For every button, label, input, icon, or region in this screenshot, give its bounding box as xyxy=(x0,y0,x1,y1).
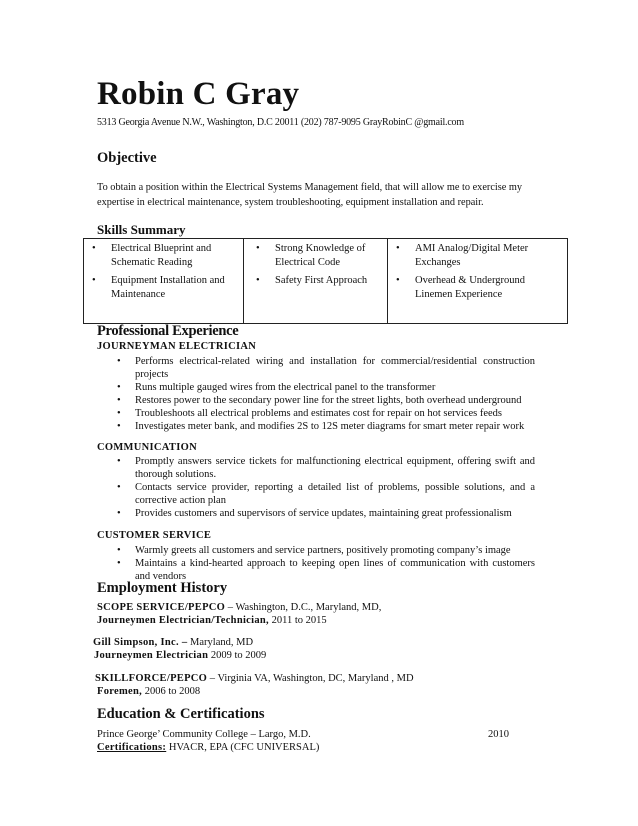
job-2-role-line xyxy=(94,648,266,663)
list-item: • Restores power to the secondary power line for the street lights, both overhead underground xyxy=(117,395,522,406)
list-item: • Troubleshoots all electrical problems and estimates cost for repair on hot services feeds xyxy=(117,408,503,419)
job-3-role-line xyxy=(97,684,200,699)
section-title-communication: COMMUNICATION xyxy=(97,442,197,453)
skill-item: • Safety First Approach xyxy=(256,275,368,286)
skills-table xyxy=(83,238,568,324)
bullet-icon: • xyxy=(117,421,121,432)
bullet-icon: • xyxy=(117,508,121,519)
list-item: • Warmly greets all customers and service partners, positively promoting company’s image xyxy=(117,545,511,556)
candidate-name: Robin C Gray xyxy=(97,76,300,112)
bullet-icon: • xyxy=(117,382,121,393)
bullet-icon: • xyxy=(396,243,400,254)
list-item: • Runs multiple gauged wires from the electrical panel to the transformer xyxy=(117,382,436,393)
list-item: • Contacts service provider, reporting a detailed list of problems, possible solutions, and a corrective action plan xyxy=(117,482,535,506)
bullet-icon: • xyxy=(256,275,260,286)
certifications-label: Certifications: xyxy=(97,742,167,753)
skill-item: • Strong Knowledge of Electrical Code xyxy=(256,243,366,268)
skill-item: • Equipment Installation and Maintenance xyxy=(92,275,225,300)
experience-heading: Professional Experience xyxy=(97,323,239,339)
certifications-line xyxy=(97,740,319,755)
job-2-role: Journeymen Electrician xyxy=(94,650,209,661)
objective-heading: Objective xyxy=(97,150,157,166)
bullet-icon: • xyxy=(396,275,400,286)
skill-item: • Electrical Blueprint and Schematic Reading xyxy=(92,243,212,268)
job-1-role-line xyxy=(97,613,327,628)
education-heading: Education & Certifications xyxy=(97,706,265,722)
job-3-location: – Virginia VA, Washington, DC, Maryland , MD xyxy=(207,673,414,684)
job-1-location: – Washington, D.C., Maryland, MD, xyxy=(225,602,382,613)
bullet-icon: • xyxy=(117,545,121,556)
bullet-icon: • xyxy=(92,243,96,254)
certifications-value: HVACR, EPA (CFC UNIVERSAL) xyxy=(166,742,320,753)
list-item: • Promptly answers service tickets for malfunctioning electrical equipment, offering swift and thorough solutions. xyxy=(117,456,535,480)
employment-heading: Employment History xyxy=(97,580,228,596)
job-1-employer: SCOPE SERVICE/PEPCO xyxy=(97,602,226,613)
section-title-customer-service: CUSTOMER SERVICE xyxy=(97,530,212,541)
job-2-employer: Gill Simpson, Inc. – xyxy=(93,637,188,648)
list-item: • Maintains a kind-hearted approach to keeping open lines of communication with customers and vendors xyxy=(117,558,535,582)
education-school: Prince George’ Community College – Largo, M.D. xyxy=(97,729,311,740)
job-3-role: Foremen, xyxy=(97,686,143,697)
bullet-icon: • xyxy=(117,356,121,367)
list-item: • Investigates meter bank, and modifies 2S to 12S meter diagrams for smart meter repair work xyxy=(117,421,525,432)
job-2-dates: 2009 to 2009 xyxy=(208,650,267,661)
bullet-icon: • xyxy=(117,395,121,406)
bullet-icon: • xyxy=(117,408,121,419)
skills-heading: Skills Summary xyxy=(97,222,186,237)
bullet-icon: • xyxy=(117,558,121,569)
job-1-role: Journeymen Electrician/Technician, xyxy=(97,615,269,626)
list-item: • Provides customers and supervisors of service updates, maintaining great professionalism xyxy=(117,508,512,519)
bullet-icon: • xyxy=(117,482,121,493)
education-year: 2010 xyxy=(488,729,509,740)
job-title-journeyman: JOURNEYMAN ELECTRICIAN xyxy=(97,341,257,352)
communication-duties xyxy=(97,455,535,520)
customer-service-duties xyxy=(97,544,535,583)
contact-info: 5313 Georgia Avenue N.W., Washington, D.C 20011 (202) 787-9095 GrayRobinC @gmail.com xyxy=(97,117,464,128)
skill-item: • Overhead & Underground Linemen Experience xyxy=(396,275,526,300)
skill-item: • AMI Analog/Digital Meter Exchanges xyxy=(396,243,529,268)
objective-line-2: expertise in electrical maintenance, system troubleshooting, equipment installation and repair. xyxy=(97,197,484,208)
bullet-icon: • xyxy=(92,275,96,286)
job-3-dates: 2006 to 2008 xyxy=(142,686,201,697)
job-1-dates: 2011 to 2015 xyxy=(268,615,327,626)
job-3-employer: SKILLFORCE/PEPCO xyxy=(95,673,208,684)
list-item: • Performs electrical-related wiring and installation for commercial/residential construction projects xyxy=(117,356,535,380)
bullet-icon: • xyxy=(117,456,121,467)
journeyman-duties xyxy=(97,355,535,433)
skills-column-1 xyxy=(84,239,244,324)
skills-column-3 xyxy=(388,239,568,324)
bullet-icon: • xyxy=(256,243,260,254)
objective-line-1: To obtain a position within the Electrical Systems Management field, that will allow me to exercise my xyxy=(97,182,523,193)
skills-column-2 xyxy=(244,239,388,324)
job-2-location: Maryland, MD xyxy=(187,637,254,648)
